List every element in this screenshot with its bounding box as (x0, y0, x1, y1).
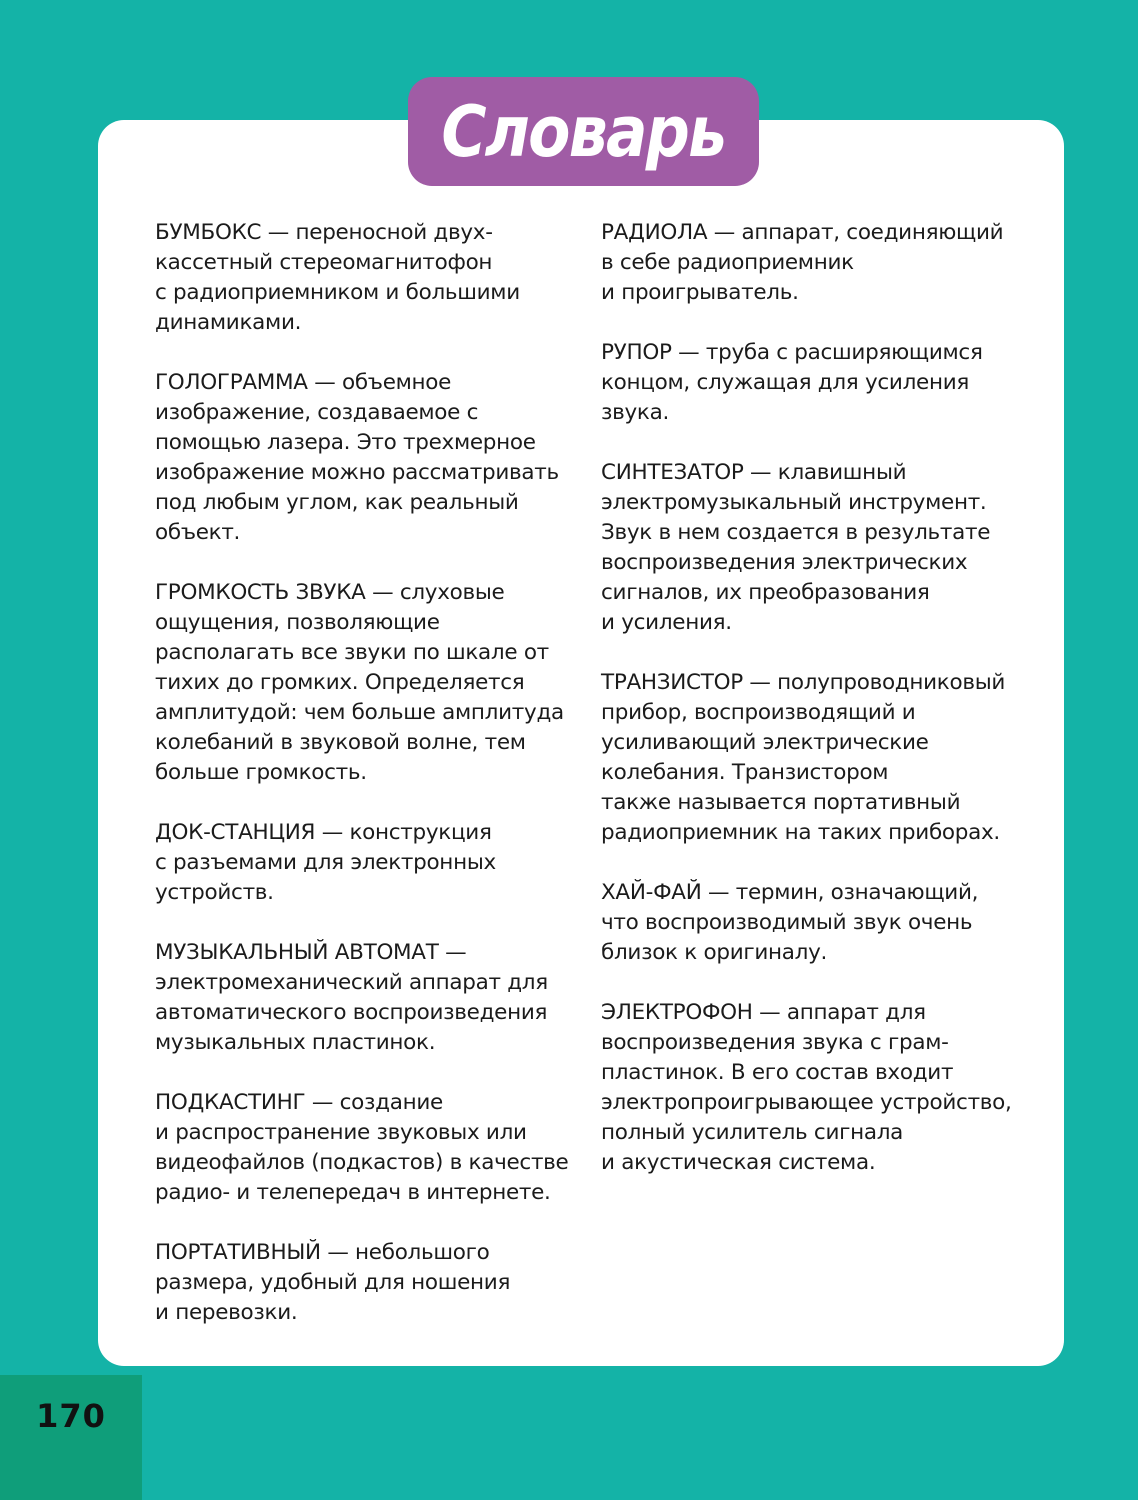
glossary-entry-jukebox: МУЗЫКАЛЬНЫЙ АВТОМАТ — электромеханический аппарат для автоматического воспроизведения музыкальных пластинок. (155, 940, 548, 1055)
glossary-entry-hologram: ГОЛОГРАММА — объемное изображение, создаваемое с помощью лазера. Это трехмерное изображение можно рассматривать под любым углом, как реальный объект. (155, 370, 559, 545)
glossary-column-left (155, 218, 575, 1358)
glossary-entry-portable: ПОРТАТИВНЫЙ — небольшого размера, удобный для ношения и перевозки. (155, 1240, 511, 1325)
glossary-entry-synthesizer: СИНТЕЗАТОР — клавишный электромузыкальный инструмент. Звук в нем создается в результате воспроизведения электрических сигналов, их преобразования и усиления. (601, 460, 991, 635)
page-number: 170 (36, 1397, 106, 1435)
title-badge (408, 77, 759, 186)
glossary-entry-transistor: ТРАНЗИСТОР — полупроводниковый прибор, воспроизводящий и усиливающий электрические колебания. Транзистором также называется портативный радиоприемник на таких приборах. (601, 670, 1006, 845)
glossary-entry-electrophone: ЭЛЕКТРОФОН — аппарат для воспроизведения звука с грам- пластинок. В его состав входит электропроигрывающее устройство, полный усилитель сигнала и акустическая система. (601, 1000, 1012, 1175)
glossary-entry-loudness: ГРОМКОСТЬ ЗВУКА — слуховые ощущения, позволяющие располагать все звуки по шкале от тихих до громких. Определяется амплитудой: чем больше амплитуда колебаний в звуковой волне, тем больше громкость. (155, 580, 564, 785)
page-title: Словарь (441, 90, 726, 173)
glossary-entry-boombox: БУМБОКС — переносной двух- кассетный стереомагнитофон с радиоприемником и большими динамиками. (155, 220, 520, 335)
glossary-entry-hi-fi: ХАЙ-ФАЙ — термин, означающий, что воспроизводимый звук очень близок к оригиналу. (601, 880, 979, 965)
glossary-entry-horn: РУПОР — труба с расширяющимся концом, служащая для усиления звука. (601, 340, 983, 425)
glossary-entry-podcasting: ПОДКАСТИНГ — создание и распространение звуковых или видеофайлов (подкастов) в качестве радио- и телепередач в интернете. (155, 1090, 569, 1205)
glossary-column-right (601, 218, 1031, 1208)
glossary-entry-radiogram: РАДИОЛА — аппарат, соединяющий в себе радиоприемник и проигрыватель. (601, 220, 1004, 305)
glossary-entry-dock-station: ДОК-СТАНЦИЯ — конструкция с разъемами для электронных устройств. (155, 820, 496, 905)
